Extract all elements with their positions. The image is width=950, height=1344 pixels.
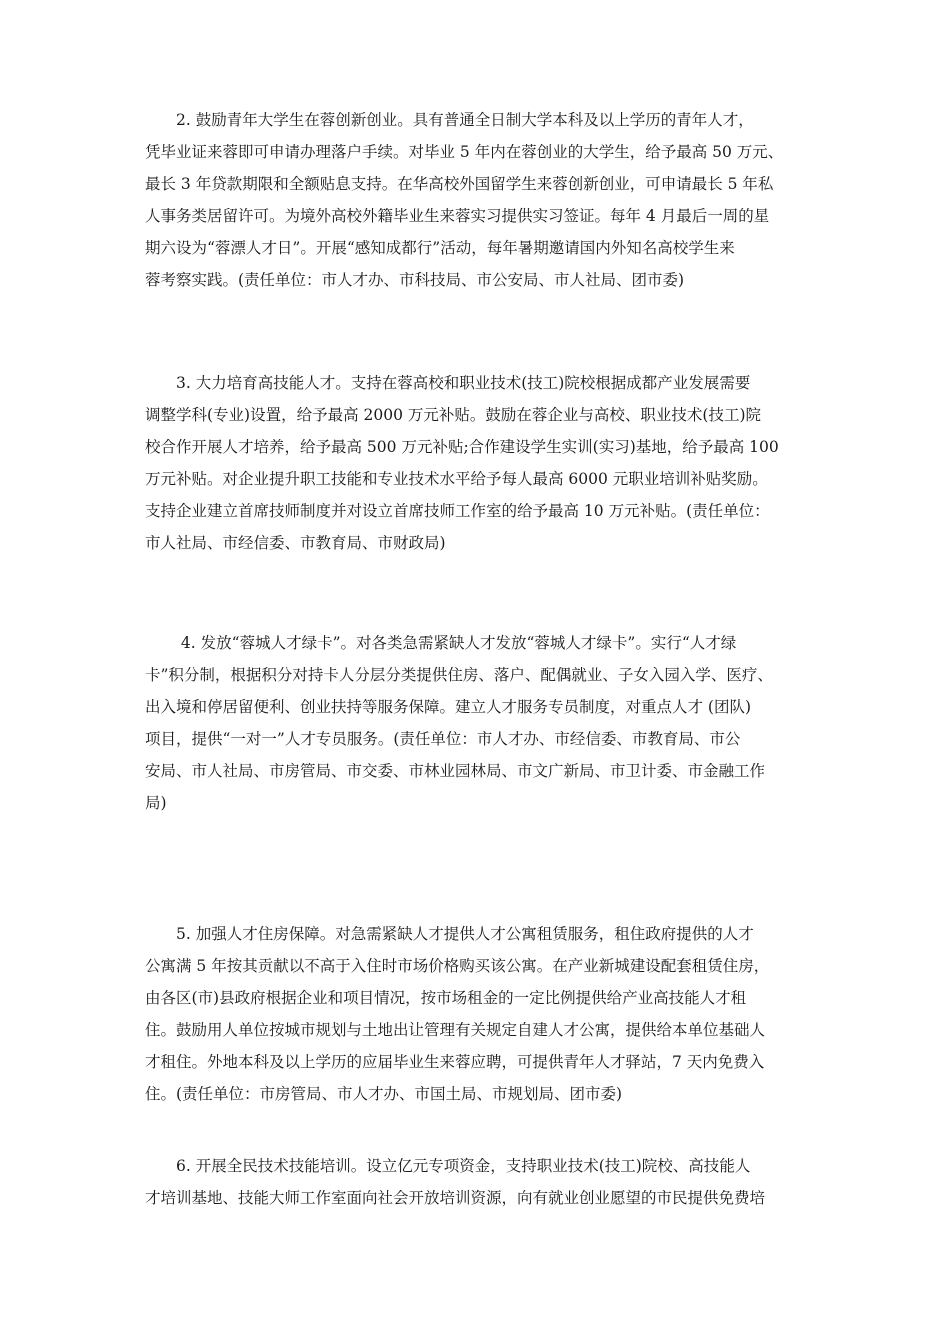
paragraph-line: 才培训基地、技能大师工作室面向社会开放培训资源，向有就业创业愿望的市民提供免费培 [145,1189,766,1207]
paragraph-line: 由各区(市)县政府根据企业和项目情况，按市场租金的一定比例提供给产业高技能人才租 [145,989,747,1007]
paragraph-line: 出入境和停居留便利、创业扶持等服务保障。建立人才服务专员制度，对重点人才 (团队) [145,698,752,716]
paragraph-line: 4. 发放“蓉城人才绿卡”。对各类急需紧缺人才发放“蓉城人才绿卡”。实行“人才绿 [145,634,737,652]
paragraph-line: 才租住。外地本科及以上学历的应届毕业生来蓉应聘，可提供青年人才驿站，7 天内免费入 [145,1053,765,1071]
paragraph-line: 万元补贴。对企业提升职工技能和专业技术水平给予每人最高 6000 元职业培训补贴奖励。 [145,470,768,488]
paragraph-3-skilled-talent [145,367,825,559]
paragraph-2-youth-entrepreneurship [145,104,825,296]
paragraph-line: 局) [145,794,167,812]
paragraph-line: 3. 大力培育高技能人才。支持在蓉高校和职业技术(技工)院校根据成都产业发展需要 [145,374,751,392]
paragraph-line: 安局、市人社局、市房管局、市交委、市林业园林局、市文广新局、市卫计委、市金融工作 [145,762,766,780]
paragraph-line: 住。鼓励用人单位按城市规划与土地出让管理有关规定自建人才公寓，提供给本单位基础人 [145,1021,766,1039]
paragraph-line: 人事务类居留许可。为境外高校外籍毕业生来蓉实习提供实习签证。每年 4 月最后一周的星 [145,207,770,225]
paragraph-6-skills-training [145,1150,825,1214]
paragraph-line: 公寓满 5 年按其贡献以不高于入住时市场价格购买该公寓。在产业新城建设配套租赁住房， [145,957,770,975]
paragraph-5-housing [145,918,825,1110]
paragraph-line: 住。(责任单位：市房管局、市人才办、市国土局、市规划局、团市委) [145,1085,623,1103]
paragraph-line: 6. 开展全民技术技能培训。设立亿元专项资金，支持职业技术(技工)院校、高技能人 [145,1157,751,1175]
paragraph-line: 凭毕业证来蓉即可申请办理落户手续。对毕业 5 年内在蓉创业的大学生，给予最高 50 万元、 [145,143,784,161]
paragraph-line: 期六设为“蓉漂人才日”。开展“感知成都行”活动，每年暑期邀请国内外知名高校学生来 [145,239,735,257]
paragraph-line: 市人社局、市经信委、市教育局、市财政局) [145,534,446,552]
paragraph-line: 调整学科(专业)设置，给予最高 2000 万元补贴。鼓励在蓉企业与高校、职业技术(技工)院 [145,406,761,424]
paragraph-line: 2. 鼓励青年大学生在蓉创新创业。具有普通全日制大学本科及以上学历的青年人才， [145,111,754,129]
paragraph-line: 卡”积分制，根据积分对持卡人分层分类提供住房、落户、配偶就业、子女入园入学、医疗、 [145,666,773,684]
paragraph-4-green-card [145,627,825,819]
paragraph-line: 蓉考察实践。(责任单位：市人才办、市科技局、市公安局、市人社局、团市委) [145,271,685,289]
paragraph-line: 5. 加强人才住房保障。对急需紧缺人才提供人才公寓租赁服务，租住政府提供的人才 [145,925,754,943]
paragraph-line: 校合作开展人才培养，给予最高 500 万元补贴;合作建设学生实训(实习)基地，给予最高 100 [145,438,779,456]
paragraph-line: 项目，提供“一对一”人才专员服务。(责任单位：市人才办、市经信委、市教育局、市公 [145,730,741,748]
paragraph-line: 最长 3 年贷款期限和全额贴息支持。在华高校外国留学生来蓉创新创业，可申请最长 5 年私 [145,175,774,193]
paragraph-line: 支持企业建立首席技师制度并对设立首席技师工作室的给予最高 10 万元补贴。(责任单位： [145,502,770,520]
